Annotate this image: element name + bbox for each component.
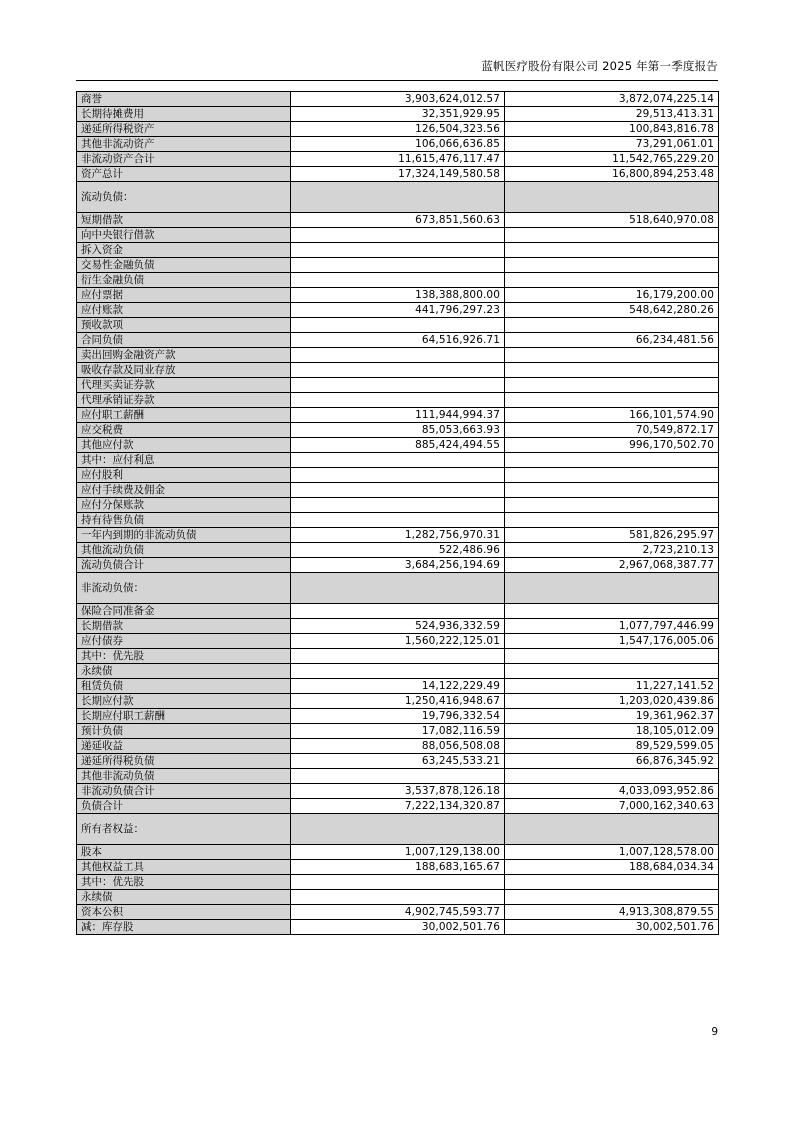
table-row [77,408,719,423]
page-number: 9 [711,1026,718,1038]
table-row [77,483,719,498]
row-value-previous: 4,033,093,952.86 [505,784,719,799]
row-label: 永续债 [77,664,291,679]
row-value-current: 111,944,994.37 [291,408,505,423]
row-label: 预收款项 [77,318,291,333]
table-row [77,318,719,333]
table-row [77,137,719,152]
document-header-title: 蓝帆医疗股份有限公司 2025 年第一季度报告 [481,59,718,73]
table-row [77,528,719,543]
row-label: 递延收益 [77,739,291,754]
row-value-previous: 11,227,141.52 [505,679,719,694]
row-value-previous: 548,642,280.26 [505,303,719,318]
row-label: 其中：应付利息 [77,453,291,468]
table-row [77,604,719,619]
row-label: 其中：优先股 [77,875,291,890]
row-value-previous [505,348,719,363]
row-value-current [291,513,505,528]
table-row [77,393,719,408]
row-label: 流动负债合计 [77,558,291,573]
row-value-previous [505,573,719,604]
table-row [77,107,719,122]
row-value-current [291,573,505,604]
row-label: 其他非流动资产 [77,137,291,152]
row-value-previous: 581,826,295.97 [505,528,719,543]
row-label: 减：库存股 [77,920,291,935]
row-value-previous [505,498,719,513]
row-value-previous [505,363,719,378]
row-label: 非流动负债合计 [77,784,291,799]
row-label: 股本 [77,845,291,860]
row-value-current: 1,007,129,138.00 [291,845,505,860]
row-value-current [291,649,505,664]
row-value-current: 19,796,332.54 [291,709,505,724]
row-value-current: 1,250,416,948.67 [291,694,505,709]
row-label: 应付手续费及佣金 [77,483,291,498]
row-value-previous: 1,203,020,439.86 [505,694,719,709]
table-row [77,468,719,483]
row-value-current [291,363,505,378]
row-value-current: 138,388,800.00 [291,288,505,303]
row-label: 应付票据 [77,288,291,303]
row-value-current: 126,504,323.56 [291,122,505,137]
row-value-current: 3,684,256,194.69 [291,558,505,573]
table-row [77,228,719,243]
row-value-previous [505,258,719,273]
table-row [77,860,719,875]
row-label: 应付职工薪酬 [77,408,291,423]
row-value-previous [505,769,719,784]
row-label: 应付债券 [77,634,291,649]
row-label: 短期借款 [77,213,291,228]
row-label: 代理买卖证券款 [77,378,291,393]
row-label: 流动负债： [77,182,291,213]
row-value-current: 524,936,332.59 [291,619,505,634]
row-value-previous [505,890,719,905]
table-row [77,890,719,905]
row-value-current [291,664,505,679]
row-value-current: 32,351,929.95 [291,107,505,122]
row-value-current [291,483,505,498]
row-value-previous [505,273,719,288]
row-value-previous [505,513,719,528]
table-row [77,784,719,799]
row-value-previous [505,814,719,845]
row-value-current: 17,324,149,580.58 [291,167,505,182]
table-row [77,333,719,348]
row-value-current: 673,851,560.63 [291,213,505,228]
row-value-current [291,875,505,890]
row-value-previous [505,228,719,243]
table-row [77,348,719,363]
row-value-previous [505,318,719,333]
table-row [77,558,719,573]
row-value-previous [505,243,719,258]
row-label: 交易性金融负债 [77,258,291,273]
header-divider [76,80,718,81]
table-row [77,273,719,288]
row-value-previous [505,468,719,483]
row-value-previous: 2,967,068,387.77 [505,558,719,573]
table-row [77,769,719,784]
row-value-current: 85,053,663.93 [291,423,505,438]
row-value-previous: 16,179,200.00 [505,288,719,303]
table-row [77,679,719,694]
row-value-current [291,258,505,273]
row-label: 负债合计 [77,799,291,814]
table-row [77,664,719,679]
row-label: 递延所得税资产 [77,122,291,137]
row-label: 其他流动负债 [77,543,291,558]
table-row [77,619,719,634]
row-value-previous: 518,640,970.08 [505,213,719,228]
table-row [77,649,719,664]
row-value-current: 63,245,533.21 [291,754,505,769]
row-value-current [291,890,505,905]
row-value-current: 64,516,926.71 [291,333,505,348]
row-label: 商誉 [77,92,291,107]
row-label: 应交税费 [77,423,291,438]
table-row [77,438,719,453]
row-value-previous: 166,101,574.90 [505,408,719,423]
table-row [77,122,719,137]
row-value-previous: 11,542,765,229.20 [505,152,719,167]
table-row [77,423,719,438]
row-label: 应付账款 [77,303,291,318]
row-value-current: 30,002,501.76 [291,920,505,935]
table-row [77,167,719,182]
row-label: 所有者权益： [77,814,291,845]
table-row [77,453,719,468]
row-label: 向中央银行借款 [77,228,291,243]
table-section-row [77,814,719,845]
row-value-previous: 1,077,797,446.99 [505,619,719,634]
row-label: 持有待售负债 [77,513,291,528]
table-row [77,543,719,558]
row-label: 吸收存款及同业存放 [77,363,291,378]
row-value-previous [505,604,719,619]
row-label: 应付分保账款 [77,498,291,513]
table-row [77,363,719,378]
row-value-previous: 1,547,176,005.06 [505,634,719,649]
table-row [77,739,719,754]
row-value-current: 3,903,624,012.57 [291,92,505,107]
table-row [77,258,719,273]
row-value-current: 1,282,756,970.31 [291,528,505,543]
row-label: 预计负债 [77,724,291,739]
row-value-current: 88,056,508.08 [291,739,505,754]
row-value-current [291,182,505,213]
row-label: 其他应付款 [77,438,291,453]
row-value-previous: 188,684,034.34 [505,860,719,875]
balance-sheet-table [76,91,719,935]
table-row [77,845,719,860]
row-label: 合同负债 [77,333,291,348]
row-label: 长期借款 [77,619,291,634]
row-label: 保险合同准备金 [77,604,291,619]
table-section-row [77,573,719,604]
row-value-previous: 73,291,061.01 [505,137,719,152]
table-row [77,799,719,814]
row-value-current [291,498,505,513]
table-row [77,288,719,303]
row-value-previous: 16,800,894,253.48 [505,167,719,182]
row-value-current: 441,796,297.23 [291,303,505,318]
row-value-current [291,393,505,408]
table-row [77,92,719,107]
row-label: 衍生金融负债 [77,273,291,288]
row-value-previous [505,483,719,498]
row-value-previous [505,875,719,890]
row-label: 资产总计 [77,167,291,182]
table-row [77,498,719,513]
row-value-previous [505,378,719,393]
row-value-previous [505,182,719,213]
row-label: 长期应付职工薪酬 [77,709,291,724]
row-value-current [291,453,505,468]
row-label: 其中：优先股 [77,649,291,664]
row-label: 代理承销证券款 [77,393,291,408]
row-value-current: 7,222,134,320.87 [291,799,505,814]
table-row [77,905,719,920]
row-value-current: 4,902,745,593.77 [291,905,505,920]
table-row [77,378,719,393]
row-value-current: 14,122,229.49 [291,679,505,694]
row-value-current: 11,615,476,117.47 [291,152,505,167]
row-value-previous: 19,361,962.37 [505,709,719,724]
row-value-current [291,604,505,619]
row-label: 长期待摊费用 [77,107,291,122]
table-row [77,243,719,258]
table-row [77,634,719,649]
row-label: 租赁负债 [77,679,291,694]
row-value-previous: 2,723,210.13 [505,543,719,558]
table-row [77,920,719,935]
row-value-previous: 18,105,012.09 [505,724,719,739]
row-label: 一年内到期的非流动负债 [77,528,291,543]
row-value-current [291,814,505,845]
table-row [77,724,719,739]
table-section-row [77,182,719,213]
row-value-previous [505,649,719,664]
table-row [77,709,719,724]
row-label: 卖出回购金融资产款 [77,348,291,363]
row-value-previous [505,393,719,408]
row-label: 拆入资金 [77,243,291,258]
row-value-previous: 89,529,599.05 [505,739,719,754]
row-value-current [291,318,505,333]
row-value-previous: 996,170,502.70 [505,438,719,453]
row-value-previous: 100,843,816.78 [505,122,719,137]
row-value-current: 3,537,878,126.18 [291,784,505,799]
row-value-previous: 1,007,128,578.00 [505,845,719,860]
row-value-current: 522,486.96 [291,543,505,558]
row-value-previous: 66,234,481.56 [505,333,719,348]
balance-sheet-body [77,92,719,935]
table-row [77,213,719,228]
row-value-previous: 70,549,872.17 [505,423,719,438]
row-value-previous: 29,513,413.31 [505,107,719,122]
row-value-current: 188,683,165.67 [291,860,505,875]
row-value-previous [505,664,719,679]
row-value-current [291,769,505,784]
row-label: 永续债 [77,890,291,905]
row-label: 应付股利 [77,468,291,483]
row-value-previous [505,453,719,468]
row-label: 非流动资产合计 [77,152,291,167]
row-label: 其他非流动负债 [77,769,291,784]
table-row [77,513,719,528]
row-value-current [291,468,505,483]
row-value-current [291,228,505,243]
row-label: 递延所得税负债 [77,754,291,769]
row-value-current: 106,066,636.85 [291,137,505,152]
row-value-current: 885,424,494.55 [291,438,505,453]
row-value-current [291,378,505,393]
row-value-current [291,273,505,288]
row-value-previous: 7,000,162,340.63 [505,799,719,814]
row-value-current: 17,082,116.59 [291,724,505,739]
row-label: 非流动负债： [77,573,291,604]
row-value-current [291,348,505,363]
row-value-previous: 66,876,345.92 [505,754,719,769]
table-row [77,303,719,318]
row-value-previous: 30,002,501.76 [505,920,719,935]
table-row [77,754,719,769]
row-label: 资本公积 [77,905,291,920]
table-row [77,875,719,890]
row-label: 其他权益工具 [77,860,291,875]
row-value-current: 1,560,222,125.01 [291,634,505,649]
row-value-previous: 3,872,074,225.14 [505,92,719,107]
row-label: 长期应付款 [77,694,291,709]
row-value-current [291,243,505,258]
row-value-previous: 4,913,308,879.55 [505,905,719,920]
table-row [77,694,719,709]
table-row [77,152,719,167]
